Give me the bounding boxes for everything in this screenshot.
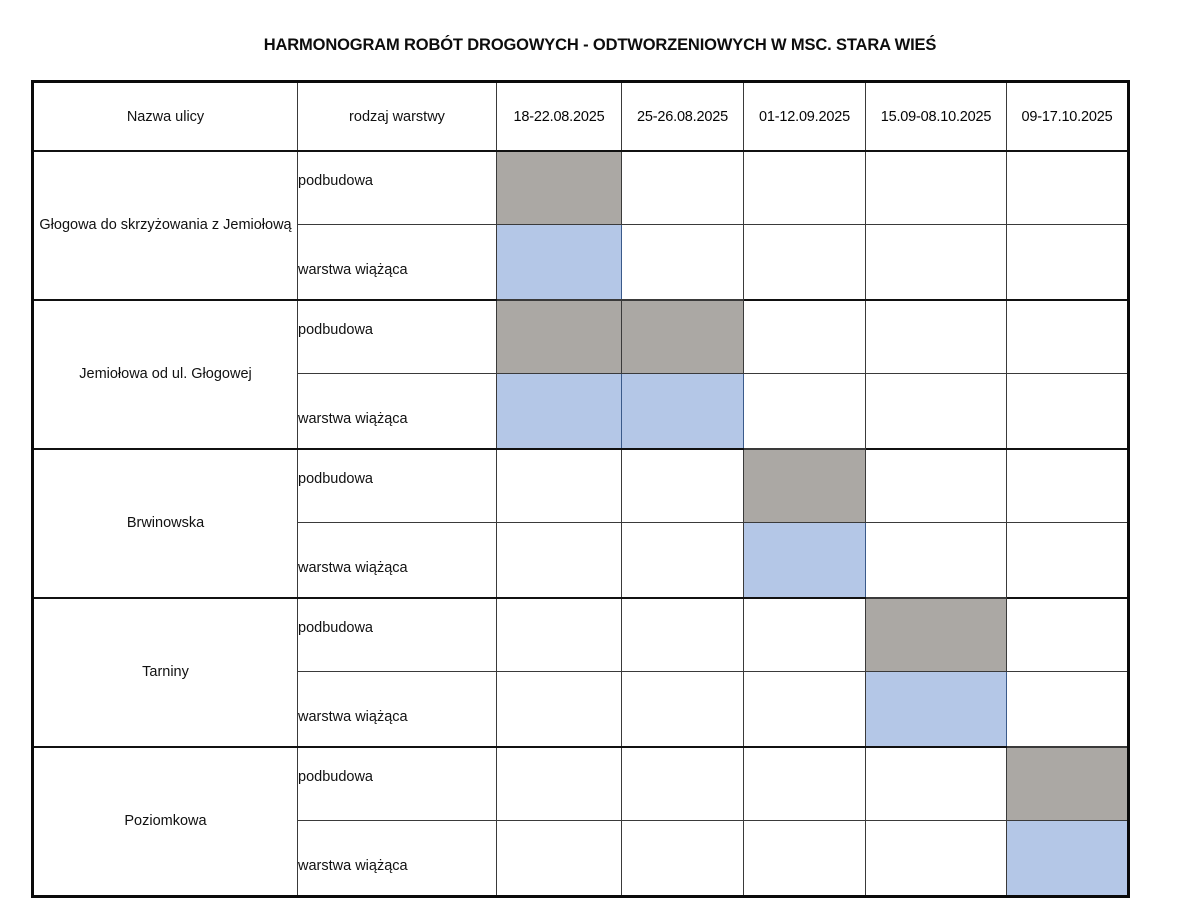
timeline-cell-empty [866, 523, 1007, 599]
timeline-cell-empty [866, 300, 1007, 374]
timeline-cell-empty [744, 151, 866, 225]
timeline-cell-empty [1007, 598, 1129, 672]
column-header-street: Nazwa ulicy [33, 82, 298, 152]
layer-type-cell: podbudowa [298, 449, 497, 523]
timeline-cell-filled [497, 225, 622, 301]
table-row [33, 300, 1129, 374]
timeline-cell-empty [866, 821, 1007, 897]
street-name-cell: Głogowa do skrzyżowania z Jemiołową [33, 151, 298, 300]
timeline-cell-empty [1007, 449, 1129, 523]
layer-type-cell: warstwa wiążąca [298, 523, 497, 599]
timeline-cell-empty [1007, 151, 1129, 225]
timeline-cell-filled [744, 523, 866, 599]
street-name-cell: Jemiołowa od ul. Głogowej [33, 300, 298, 449]
timeline-cell-filled [866, 672, 1007, 748]
timeline-cell-filled [866, 598, 1007, 672]
table-row [33, 747, 1129, 821]
timeline-cell-empty [744, 225, 866, 301]
timeline-cell-empty [744, 598, 866, 672]
layer-type-cell: podbudowa [298, 300, 497, 374]
page-title: HARMONOGRAM ROBÓT DROGOWYCH - ODTWORZENIOWYCH W MSC. STARA WIEŚ [263, 36, 937, 54]
timeline-cell-filled [497, 374, 622, 450]
layer-type-cell: podbudowa [298, 747, 497, 821]
column-header-period-3: 01-12.09.2025 [744, 82, 866, 152]
layer-type-cell: warstwa wiążąca [298, 821, 497, 897]
timeline-cell-empty [1007, 300, 1129, 374]
timeline-cell-filled [497, 300, 622, 374]
timeline-cell-empty [622, 598, 744, 672]
timeline-cell-empty [622, 747, 744, 821]
column-header-period-5: 09-17.10.2025 [1007, 82, 1129, 152]
layer-type-cell: podbudowa [298, 151, 497, 225]
timeline-cell-filled [622, 300, 744, 374]
timeline-cell-empty [497, 672, 622, 748]
street-name-cell: Tarniny [33, 598, 298, 747]
street-name-cell: Poziomkowa [33, 747, 298, 897]
timeline-cell-empty [744, 374, 866, 450]
timeline-cell-filled [497, 151, 622, 225]
table-row [33, 598, 1129, 672]
timeline-cell-filled [1007, 747, 1129, 821]
timeline-cell-empty [866, 747, 1007, 821]
timeline-cell-empty [866, 449, 1007, 523]
timeline-cell-empty [744, 672, 866, 748]
table-body [33, 151, 1129, 897]
layer-type-cell: warstwa wiążąca [298, 374, 497, 450]
street-name-cell: Brwinowska [33, 449, 298, 598]
table-row [33, 151, 1129, 225]
schedule-table [31, 80, 1130, 898]
timeline-cell-empty [1007, 225, 1129, 301]
table-header [33, 82, 1129, 152]
timeline-cell-empty [1007, 672, 1129, 748]
timeline-cell-empty [622, 449, 744, 523]
column-header-period-4: 15.09-08.10.2025 [866, 82, 1007, 152]
timeline-cell-empty [622, 672, 744, 748]
timeline-cell-empty [622, 151, 744, 225]
layer-type-cell: warstwa wiążąca [298, 672, 497, 748]
column-header-layer: rodzaj warstwy [298, 82, 497, 152]
timeline-cell-empty [622, 225, 744, 301]
column-header-period-1: 18-22.08.2025 [497, 82, 622, 152]
timeline-cell-empty [622, 523, 744, 599]
timeline-cell-empty [866, 225, 1007, 301]
timeline-cell-filled [622, 374, 744, 450]
timeline-cell-empty [497, 821, 622, 897]
timeline-cell-empty [1007, 374, 1129, 450]
timeline-cell-empty [497, 449, 622, 523]
column-header-period-2: 25-26.08.2025 [622, 82, 744, 152]
schedule-table-container [31, 80, 1127, 898]
layer-type-cell: warstwa wiążąca [298, 225, 497, 301]
timeline-cell-empty [744, 300, 866, 374]
timeline-cell-empty [622, 821, 744, 897]
timeline-cell-empty [744, 821, 866, 897]
timeline-cell-empty [497, 523, 622, 599]
timeline-cell-filled [1007, 821, 1129, 897]
layer-type-cell: podbudowa [298, 598, 497, 672]
timeline-cell-empty [497, 598, 622, 672]
timeline-cell-empty [497, 747, 622, 821]
timeline-cell-empty [866, 151, 1007, 225]
timeline-cell-empty [1007, 523, 1129, 599]
timeline-cell-empty [866, 374, 1007, 450]
table-row [33, 449, 1129, 523]
timeline-cell-empty [744, 747, 866, 821]
timeline-cell-filled [744, 449, 866, 523]
header-row [33, 82, 1129, 152]
